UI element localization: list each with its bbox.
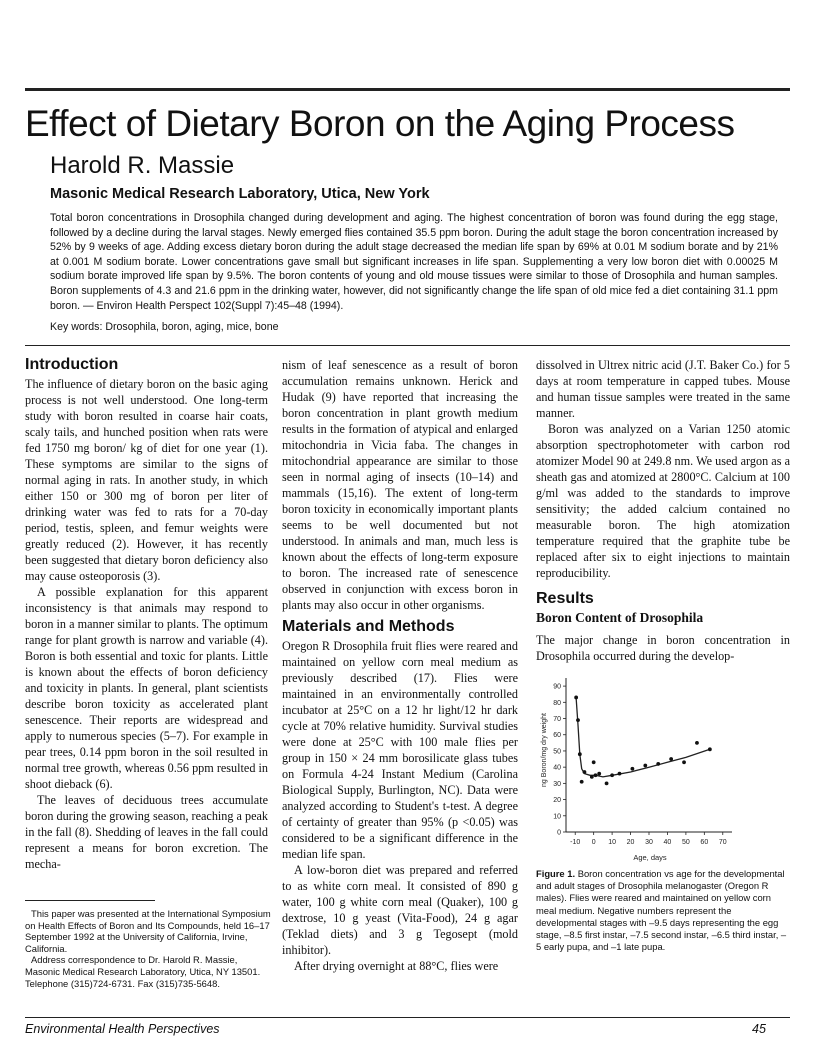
y-tick-label: 70 (553, 716, 561, 724)
intro-paragraph-2: A possible explanation for this apparent inconsistency is that animals may respond to boron in a manner similar to plants. The optimum range for plant growth is narrow and variable (4). Boron is both essential and toxic for plants. Little is known about the effects of boron deficiency and toxicity in plants. In general, plant scientists describe boron toxicity as accelerated plant senescence. Their reports are widespread and apply to numerous species (5–7). For example in pear trees, 0.14 ppm boron in the soil resulted in normal tree growth, whereas 0.56 ppm resulted in shoot dieback (6). (25, 585, 268, 791)
y-tick-label: 80 (553, 699, 561, 707)
y-tick-label: 50 (553, 748, 561, 756)
y-tick-label: 60 (553, 732, 561, 740)
abstract: Total boron concentrations in Drosophila changed during development and aging. The highest concentration of boron was found during the egg stage, followed by a decline during the larval stages. Newly emerged flies contained 35.5 ppm boron. During the adult stage the boron concentration increased by 52% by 9 weeks of age. Adding excess dietary boron during the adult stage decreased the median life span by 69% at 0.01 M sodium borate and by 21% at 0.001 M sodium borate. Lower concentrations gave small but significant increases in life span. Supplementing a very low boron diet with 0.00025 M sodium borate improved life span by 9.5%. The boron contents of young and old mouse tissues were similar to those of Drosophila and human samples. Boron supplements of 4.3 and 21.6 ppm in the drinking water, however, did not significantly change the life span of old mice fed a diet containing 31.1 ppm boron. — Environ Health Perspect 102(Suppl 7):45–48 (1994). (50, 212, 778, 312)
data-point (631, 767, 635, 771)
x-tick-label: 20 (626, 839, 635, 846)
data-point (592, 760, 596, 764)
chart-y-label: ng Boron/mg dry weight (541, 713, 548, 787)
chart-y-ticks (553, 684, 566, 837)
column-1 (25, 357, 268, 872)
intro-paragraph-3: The leaves of deciduous trees accumulate boron during the growing season, reaching a peak in the fall (8). Shedding of leaves in the fall could represent a means for boron excretion. The mecha- (25, 793, 269, 871)
results-paragraph-1: The major change in boron concentration in Drosophila occurred during the develop- (536, 633, 790, 663)
figure-caption-text: Boron concentration vs age for the developmental and adult stages of Drosophila melanogaster (Oregon R males). Flies were reared and maintained on yellow corn meal medium. Negative numbers represent the developmental stages with –9.5 days representing the egg stage, –8.5 first instar, –7.5 second instar, –6.5 third instar, –5 early pupa, and –1 late pupa. (536, 868, 787, 953)
x-tick-label: 60 (700, 839, 709, 846)
keywords: Key words: Drosophila, boron, aging, mice, bone (50, 321, 279, 333)
y-tick-label: 0 (557, 829, 561, 837)
x-tick-label: 40 (663, 839, 672, 846)
y-tick-label: 10 (553, 813, 561, 821)
data-point (643, 764, 647, 768)
methods-paragraph-3: After drying overnight at 88°C, flies were (294, 959, 499, 973)
methods-paragraph-5: Boron was analyzed on a Varian 1250 atomic absorption spectrophotometer with carbon rod atomizer Model 90 at 249.8 nm. We used argon as a sheath gas and atomized at 2800°C. Calcium at 100 g/ml was added to the standards to improve sensitivity; the added calcium contained no measurable boron. The high atomization temperature required that the graphite tube be replaced after six to eight injections to maintain reproducibility. (536, 422, 790, 580)
data-point (594, 773, 598, 777)
fitted-curve (576, 698, 710, 777)
data-point (574, 696, 578, 700)
introduction-heading: Introduction (25, 356, 119, 373)
figure-caption (536, 868, 790, 953)
methods-paragraph-2: A low-boron diet was prepared and referred to as white corn meal. It consisted of 890 g water, 100 g white corn meal (Quaker), 100 g dextrose, 10 g yeast (Vita-Food), 24 g agar (Teklad diets) and 3 g Tegosept (mold inhibitor). (282, 863, 518, 957)
article-title: Effect of Dietary Boron on the Aging Process (25, 103, 735, 144)
methods-paragraph-4: dissolved in Ultrex nitric acid (J.T. Baker Co.) for 5 days at room temperature in capped tubes. Mouse and human tissue samples were treated in the same manner. (536, 358, 790, 420)
data-point (605, 781, 609, 785)
data-point (578, 752, 582, 756)
figure-1-chart (532, 668, 742, 866)
y-tick-label: 30 (553, 780, 561, 788)
methods-paragraph-1: Oregon R Drosophila fruit flies were reared and maintained on yellow corn meal medium as previously described (17). Flies were maintained in an environmentally controlled incubator at 25°C on a 12 hr light/12 hr dark cycle at 70% relative humidity. Survival studies were done at 25°C with 100 male flies per group in 150 × 24 mm borosilicate glass tubes on Formula 4-24 Instant Medium (Carolina Biological Supply, Burlington, NC). Data were analyzed according to Student's t-test. A degree of certainty of greater than 95% (p <0.05) was considered to be a significant difference in the median life span. (282, 639, 518, 861)
data-point (610, 773, 614, 777)
y-tick-label: 20 (553, 797, 561, 805)
data-point (656, 762, 660, 766)
data-point (576, 718, 580, 722)
data-point (590, 775, 594, 779)
y-tick-label: 90 (553, 683, 561, 691)
x-tick-label: 30 (645, 839, 653, 846)
x-tick-label: -10 (570, 839, 581, 846)
column-3 (536, 357, 790, 664)
y-tick-label: 40 (553, 764, 561, 772)
figure-label: Figure 1. (536, 868, 576, 879)
chart-axes (566, 678, 732, 832)
footnote-paragraph-2: Address correspondence to Dr. Harold R. Massie, Masonic Medical Research Laboratory, Utica, NY 13501. Telephone (315)724-6731. Fax (315)735-5648. (25, 954, 261, 989)
footnote-paragraph-1: This paper was presented at the International Symposium on Health Effects of Boron and Its Compounds, held 16–17 September 1992 at the University of California, Irvine, California. (25, 908, 271, 954)
page-number: 45 (752, 1022, 766, 1036)
data-point (580, 780, 584, 784)
data-point (708, 747, 712, 751)
data-point (583, 770, 587, 774)
chart-x-label: Age, days (633, 853, 667, 862)
methods-heading: Materials and Methods (282, 618, 455, 635)
intro-paragraph-1: The influence of dietary boron on the basic aging process is not well understood. One long-term study with boron resulted in coarse hair coats, scaly tails, and hunched position when rats were fed 1750 mg boron/ kg of diet for one year (1). These symptoms are similar to the signs of normal aging in rats. In another study, in which either 150 or 300 mg of boron per liter of drinking water was fed to rats for a 70-day period, testis, spleen, and femur weights were greatly reduced (2). However, it has recently been suggested that dietary boron deficiency also may cause osteoporosis (3). (25, 377, 268, 583)
section-rule (25, 345, 790, 346)
column-2 (282, 357, 518, 974)
footer-rule (25, 1017, 790, 1018)
x-tick-label: 50 (681, 839, 690, 846)
x-tick-label: 10 (608, 839, 617, 846)
x-tick-label: 0 (591, 839, 596, 846)
intro-paragraph-4: nism of leaf senescence as a result of boron accumulation remains unknown. Herick and Hudak (9) have reported that increasing the boron concentration in plant growth medium results in the formation of atypical and enlarged mitochondria in Vicia faba. The changes in mitochondrial appearance are similar to those seen in normal aging of insects (10–14) and mammals (15,16). The extent of long-term boron toxicity in economically important plants seems to be well documented but not understood. In animals and man, much less is known about the effects of long-term exposure to boron. The increased rate of senescence observed in conjunction with excess boron in plants may also occur in other organisms. (282, 358, 518, 612)
data-point (695, 741, 699, 745)
results-heading: Results (536, 590, 594, 607)
data-point (597, 772, 601, 776)
data-points (574, 696, 712, 786)
data-point (682, 760, 686, 764)
top-rule (25, 88, 790, 91)
footnote (25, 908, 273, 989)
results-subheading: Boron Content of Drosophila (536, 610, 704, 625)
journal-name: Environmental Health Perspectives (25, 1022, 220, 1036)
affiliation: Masonic Medical Research Laboratory, Utica, New York (50, 186, 430, 202)
data-point (669, 757, 673, 761)
chart-x-ticks (570, 832, 727, 846)
x-tick-label: 70 (718, 839, 727, 846)
data-point (618, 772, 622, 776)
footnote-rule (25, 900, 155, 901)
author-name: Harold R. Massie (50, 152, 235, 179)
